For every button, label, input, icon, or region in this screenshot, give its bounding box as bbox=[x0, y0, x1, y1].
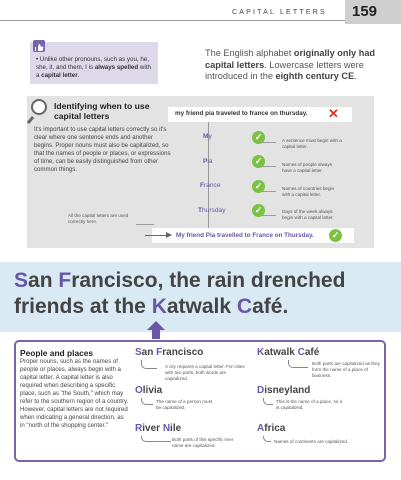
example-africa: Africa bbox=[257, 423, 286, 434]
word-thursday: Thursday bbox=[198, 207, 226, 214]
check-icon: ✓ bbox=[329, 229, 342, 242]
page-number: 159 bbox=[352, 3, 378, 20]
tip-text: • Unlike other pronouns, such as you, he, she, it, and them, I is always spelled with a capital letter. bbox=[36, 56, 151, 79]
connector-curve bbox=[141, 436, 171, 442]
label-olivia: The name of a person must be capitalized. bbox=[156, 399, 213, 410]
arrow-up-stem bbox=[152, 329, 160, 339]
check-icon: ✓ bbox=[252, 155, 265, 168]
connector-curve bbox=[263, 436, 271, 442]
panel-heading: Identifying when to use capital letters bbox=[54, 101, 150, 121]
corrected-sentence: My friend Pia travelled to France on Thursday. bbox=[176, 232, 314, 239]
label-pia: Names of people always have a capital letter. bbox=[282, 162, 333, 173]
panel-body-text: It's important to use capital letters correctly so it's clear where one sentence ends and another begins. Proper nouns must also be capitalized, so that the names of people or places, or expressions of time, can be easily distinguished from other common things. bbox=[34, 126, 171, 173]
label-my: A sentence must begin with a capital letter. bbox=[282, 138, 342, 149]
connector-curve bbox=[141, 398, 153, 405]
check-icon: ✓ bbox=[252, 180, 265, 193]
label-thursday: Days of the week always begin with a capital letter. bbox=[282, 209, 334, 220]
label-connector bbox=[262, 191, 276, 192]
connector-curve bbox=[141, 360, 157, 369]
card-body-text: Proper nouns, such as the names of people or places, always begin with a capital letter. A capital letter is also required when describing a specific place, such as "the South," which may refer to the southern region of a country. However, capital letters are not required when indicating a general direction, as in "north of the shopping center." bbox=[20, 358, 129, 429]
label-france: Names of countries begin with a capital letter. bbox=[282, 186, 335, 197]
check-icon: ✓ bbox=[252, 131, 265, 144]
word-pia: Pia bbox=[203, 158, 213, 165]
check-icon: ✓ bbox=[252, 204, 265, 217]
cross-icon: ✕ bbox=[328, 106, 339, 121]
wrong-sentence: my friend pia traveled to france on thursday. bbox=[175, 110, 308, 117]
word-france: France bbox=[200, 182, 221, 189]
header-rule bbox=[0, 20, 345, 21]
label-disneyland: This is the name of a place, so it is capitalized. bbox=[276, 399, 342, 410]
label-connector bbox=[262, 215, 276, 216]
intro-paragraph: The English alphabet originally only had capital letters. Lowercase letters were introduced in the eighth century CE. bbox=[205, 48, 376, 81]
label-san-francisco: A city requires a capital letter. For cities with two parts, both words are capitalized. bbox=[165, 364, 245, 381]
example-river-nile: River Nile bbox=[135, 423, 182, 434]
label-river-nile: Both parts of this specific river name are capitalized. bbox=[172, 437, 234, 448]
example-san-francisco: San Francisco bbox=[135, 347, 204, 358]
connector-curve bbox=[288, 360, 308, 368]
guide-line-tick bbox=[208, 152, 209, 154]
example-disneyland: Disneyland bbox=[257, 385, 311, 396]
label-connector bbox=[262, 142, 276, 143]
card-heading: People and places bbox=[20, 348, 94, 358]
arrow-right-icon bbox=[166, 232, 172, 238]
example-sentence: San Francisco, the rain drenched friends at the Katwalk Café. bbox=[14, 269, 346, 318]
magnifying-glass-icon bbox=[31, 99, 47, 115]
note-connector bbox=[136, 224, 154, 225]
connector-curve bbox=[263, 398, 273, 405]
label-africa: Names of continents are capitalized. bbox=[274, 439, 349, 444]
running-head: CAPITAL LETTERS bbox=[232, 9, 327, 16]
thumbs-up-icon bbox=[33, 40, 45, 52]
example-katwalk-cafe: Katwalk Café bbox=[257, 347, 320, 358]
example-olivia: Olivia bbox=[135, 385, 163, 396]
label-connector bbox=[262, 166, 276, 167]
panel-note: All the capital letters are used correctly here. bbox=[68, 213, 129, 224]
label-katwalk-cafe: Both parts are capitalized as they form the name of a place of business. bbox=[312, 361, 380, 378]
word-my: My bbox=[203, 133, 212, 140]
